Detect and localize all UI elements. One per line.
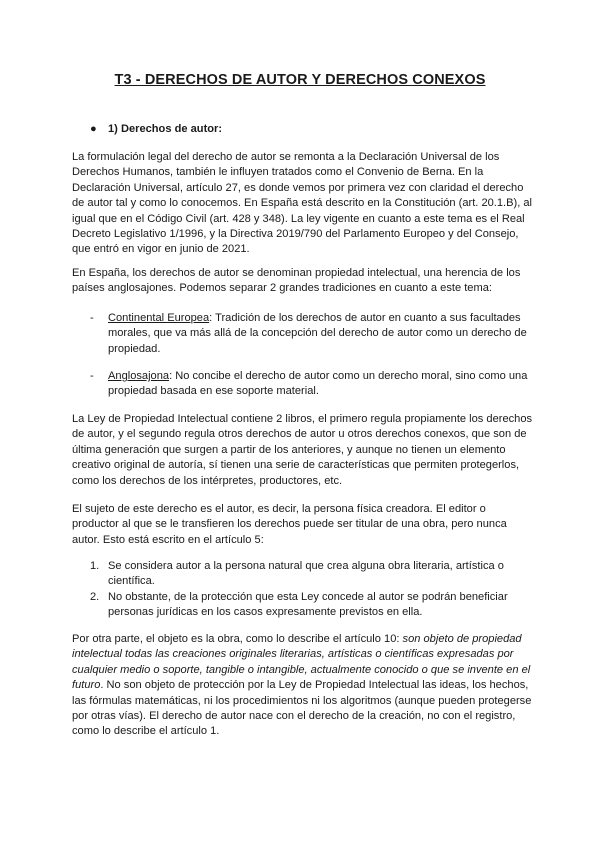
tradition-term: Continental Europea bbox=[108, 312, 210, 324]
tradition-term: Anglosajona bbox=[108, 370, 170, 382]
bullet-icon: ● bbox=[90, 123, 97, 135]
objeto-rest: . No son objeto de protección por la Ley de Propiedad Intelectual las ideas, los hechos, las fórmulas matemáticas, ni los procedimientos ni los algoritmos (aunque pueden protegerse por otras vías). El derecho de autor nace con el derecho de la creación, no con el registro, como lo describe el artículo 1. bbox=[72, 679, 532, 738]
paragraph-sujeto: El sujeto de este derecho es el autor, es decir, la persona física creadora. El editor o productor al que se le transfieren los derechos puede ser titular de una obra, pero nunca autor. Esto está escrito en el artículo 5: bbox=[72, 503, 507, 546]
paragraph-origins: La formulación legal del derecho de autor se remonta a la Declaración Universal de los Derechos Humanos, también le influyen tratados como el Convenio de Berna. En la Declaración Universal, artículo 27, es donde vemos por primera vez con claridad el derecho de autor tal y como lo conocemos. En España está descrito en la Constitución (art. 20.1.B), al igual que en el Código Civil (art. 428 y 348). La ley vigente en cuanto a este tema es el Real Decreto Legislativo 1/1996, y la Directiva 2019/790 del Parlamento Europeo y del Consejo, que entró en vigor en junio de 2021. bbox=[72, 151, 533, 256]
document-title: T3 - DERECHOS DE AUTOR Y DERECHOS CONEXOS bbox=[114, 72, 486, 88]
paragraph-traditions-intro: En España, los derechos de autor se denominan propiedad intelectual, una herencia de los países anglosajones. Podemos separar 2 grandes tradiciones en cuanto a este tema: bbox=[72, 267, 521, 295]
article-text: Se considera autor a la persona natural que crea alguna obra literaria, artística o científica. bbox=[108, 560, 504, 588]
tradition-text bbox=[108, 369, 534, 400]
tradition-text bbox=[108, 311, 534, 357]
tradition-description: : Tradición de los derechos de autor en cuanto a sus facultades morales, que va más allá de la concepción del derecho de autor como un derecho de propiedad. bbox=[108, 312, 527, 355]
dash-marker: - bbox=[90, 370, 94, 382]
paragraph-ley-propiedad: La Ley de Propiedad Intelectual contiene 2 libros, el primero regula propiamente los derechos de autor, y el segundo regula otros derechos de autor u otros derechos conexos, que son de última generación que surgen a partir de los anteriores, y aunque no tienen un elemento creativo original de autoría, sí tienen una serie de características que permiten protegerlos, como los derechos de los intérpretes, productores, etc. bbox=[72, 413, 533, 487]
list-number: 2. bbox=[90, 591, 100, 603]
objeto-quote: son objeto de propiedad intelectual todas las creaciones originales literarias, artísticas o científicas expresadas por cualquier medio o soporte, tangible o intangible, actualmente conocido o que se invente en el futuro bbox=[72, 633, 531, 692]
list-number: 1. bbox=[90, 560, 100, 572]
dash-marker: - bbox=[90, 312, 94, 324]
article-text: No obstante, de la protección que esta Ley concede al autor se podrán beneficiar personas jurídicas en los casos expresamente previstos en ella. bbox=[108, 591, 508, 619]
paragraph-objeto bbox=[72, 632, 534, 740]
tradition-description: : No concibe el derecho de autor como un derecho moral, sino como una propiedad basada en ese soporte material. bbox=[108, 370, 528, 398]
objeto-lead: Por otra parte, el objeto es la obra, como lo describe el artículo 10: bbox=[72, 633, 400, 645]
section-heading-text: 1) Derechos de autor: bbox=[108, 123, 223, 135]
